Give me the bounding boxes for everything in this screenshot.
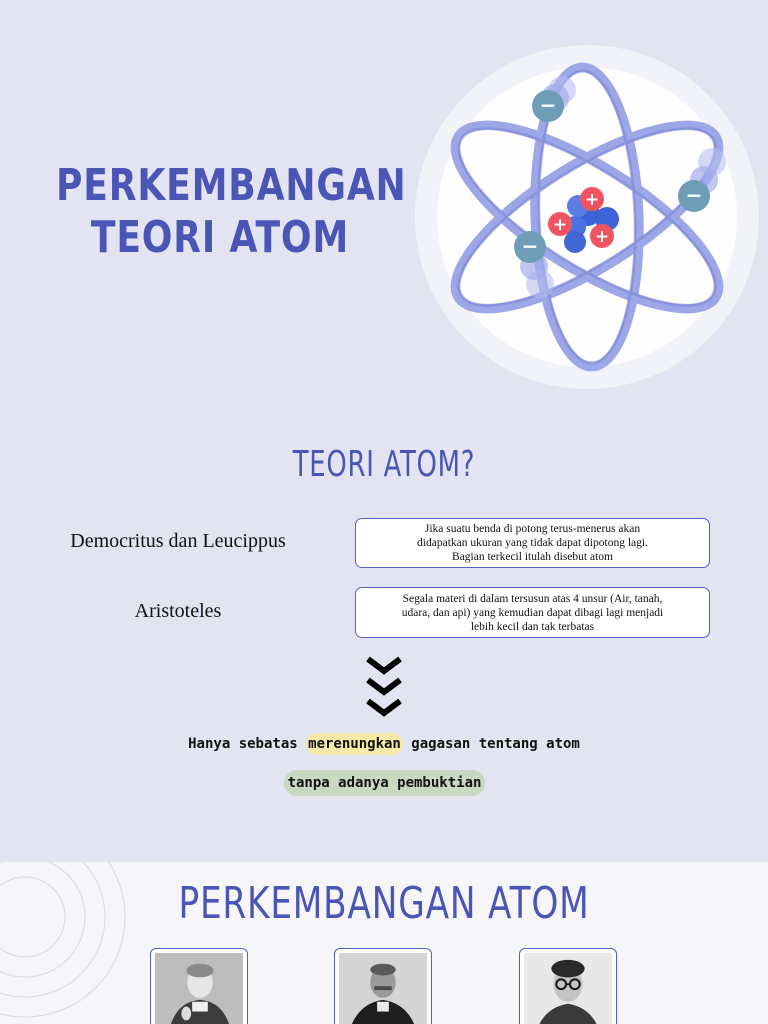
scientist-photo [334,948,432,1024]
description-line: Bagian terkecil itulah disebut atom [452,551,613,563]
description-line: Segala materi di dalam tersusun atas 4 unsur (Air, tanah, [402,592,663,605]
theory-description-box [355,518,710,568]
main-title [56,160,407,264]
svg-text:+: + [584,190,600,210]
chevron-down-icon [364,655,404,725]
description-line: udara, dan api) yang kemudian dapat dibagi lagi menjadi [401,606,664,619]
title-slide [0,0,768,400]
svg-text:−: − [521,234,539,258]
section-title: TEORI ATOM? [292,444,476,485]
neutron [564,231,586,253]
portrait-image [524,953,612,1024]
scientist-photo [150,948,248,1024]
philosopher-name: Aristoteles [134,600,222,622]
portrait-image [339,953,427,1024]
highlighted-word: merenungkan [306,733,403,755]
main-title-line2: TEORI ATOM [90,212,350,263]
description-line: Jika suatu benda di potong terus-menerus akan [424,523,641,535]
description-line: didapatkan ukuran yang tidak dapat dipotong lagi. [417,537,648,549]
conclusion-line1: Hanya sebatas merenungkan gagasan tentang atom [0,736,768,752]
description-line: lebih kecil dan tak terbatas [470,620,595,633]
theory-slide [0,400,768,860]
conclusion-line2: tanpa adanya pembuktian [284,770,485,796]
svg-text:−: − [685,183,703,207]
main-title-line1: PERKEMBANGAN [56,160,407,211]
philosopher-name: Democritus dan Leucippus [70,530,286,552]
svg-text:−: − [539,93,557,117]
section-title: PERKEMBANGAN ATOM [178,878,590,929]
svg-text:+: + [594,227,610,247]
scientist-photo [519,948,617,1024]
development-slide [0,862,768,1024]
theory-description-box [355,587,710,638]
portrait-image [155,953,243,1024]
atom-illustration [412,44,762,390]
svg-text:+: + [552,215,568,235]
